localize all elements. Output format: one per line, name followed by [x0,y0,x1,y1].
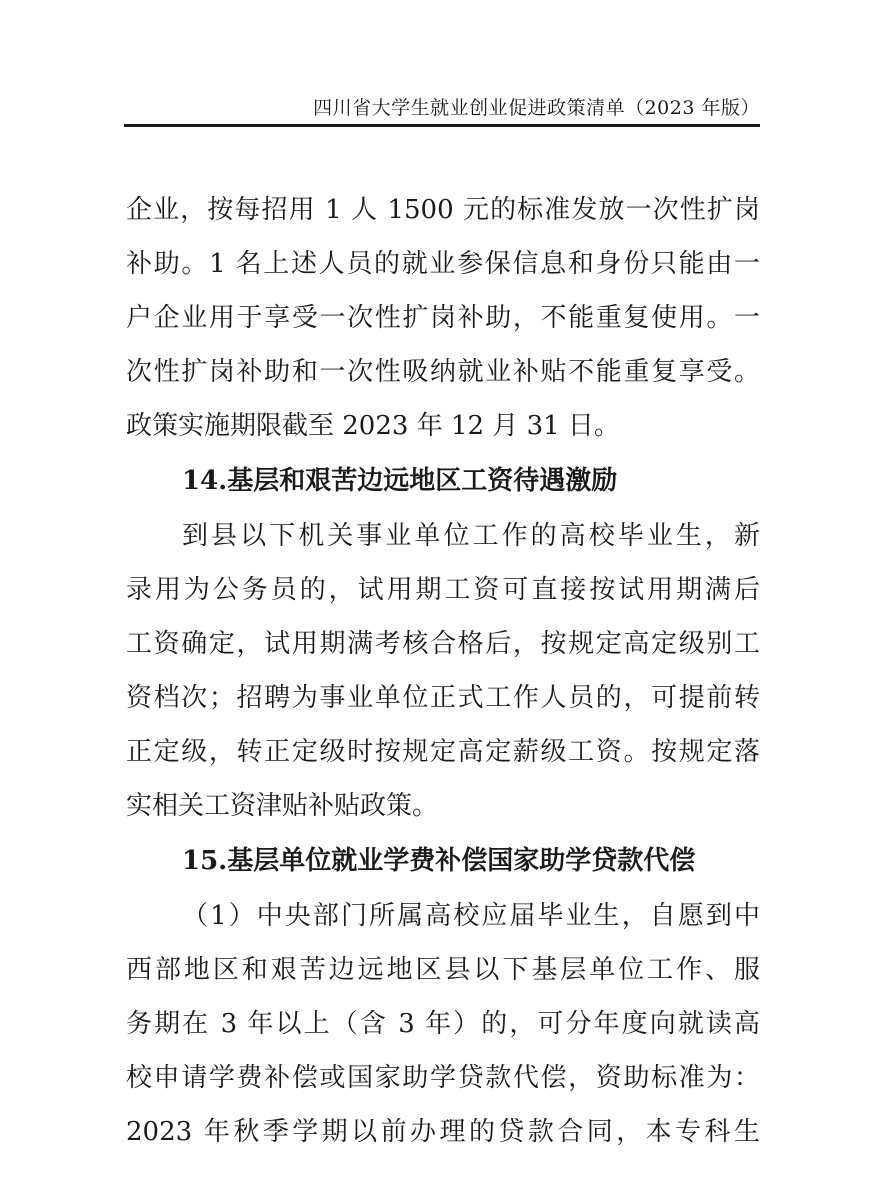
body-text [126,183,760,1159]
paragraph-line: 2023 年秋季学期以前办理的贷款合同，本专科生 [126,1117,760,1147]
paragraph-line: 工资确定，试用期满考核合格后，按规定高定级别工 [126,629,760,659]
paragraph-line: 次性扩岗补助和一次性吸纳就业补贴不能重复享受。 [126,357,760,387]
paragraph-line: 校申请学费补偿或国家助学贷款代偿，资助标准为： [126,1063,760,1093]
header-rule [124,124,760,127]
section-heading-15: 15.基层单位就业学费补偿国家助学贷款代偿 [182,846,696,876]
paragraph-line: 实相关工资津贴补贴政策。 [126,791,439,821]
paragraph-line: 补助。1 名上述人员的就业参保信息和身份只能由一 [126,249,760,279]
paragraph-line: 政策实施期限截至 2023 年 12 月 31 日。 [126,411,620,441]
paragraph-line: 西部地区和艰苦边远地区县以下基层单位工作、服 [126,955,760,985]
paragraph-line: 正定级，转正定级时按规定高定薪级工资。按规定落 [126,737,760,767]
paragraph-line: （1）中央部门所属高校应届毕业生，自愿到中 [182,901,760,931]
paragraph-line: 务期在 3 年以上（含 3 年）的，可分年度向就读高 [126,1009,760,1039]
paragraph-line: 录用为公务员的，试用期工资可直接按试用期满后 [126,575,760,605]
running-header: 四川省大学生就业创业促进政策清单（2023 年版） [313,97,760,119]
paragraph-line: 企业，按每招用 1 人 1500 元的标准发放一次性扩岗 [126,195,760,225]
section-heading-14: 14.基层和艰苦边远地区工资待遇激励 [182,466,618,496]
paragraph-line: 资档次；招聘为事业单位正式工作人员的，可提前转 [126,683,760,713]
paragraph-line: 到县以下机关事业单位工作的高校毕业生，新 [182,521,760,551]
paragraph-line: 户企业用于享受一次性扩岗补助，不能重复使用。一 [126,303,760,333]
